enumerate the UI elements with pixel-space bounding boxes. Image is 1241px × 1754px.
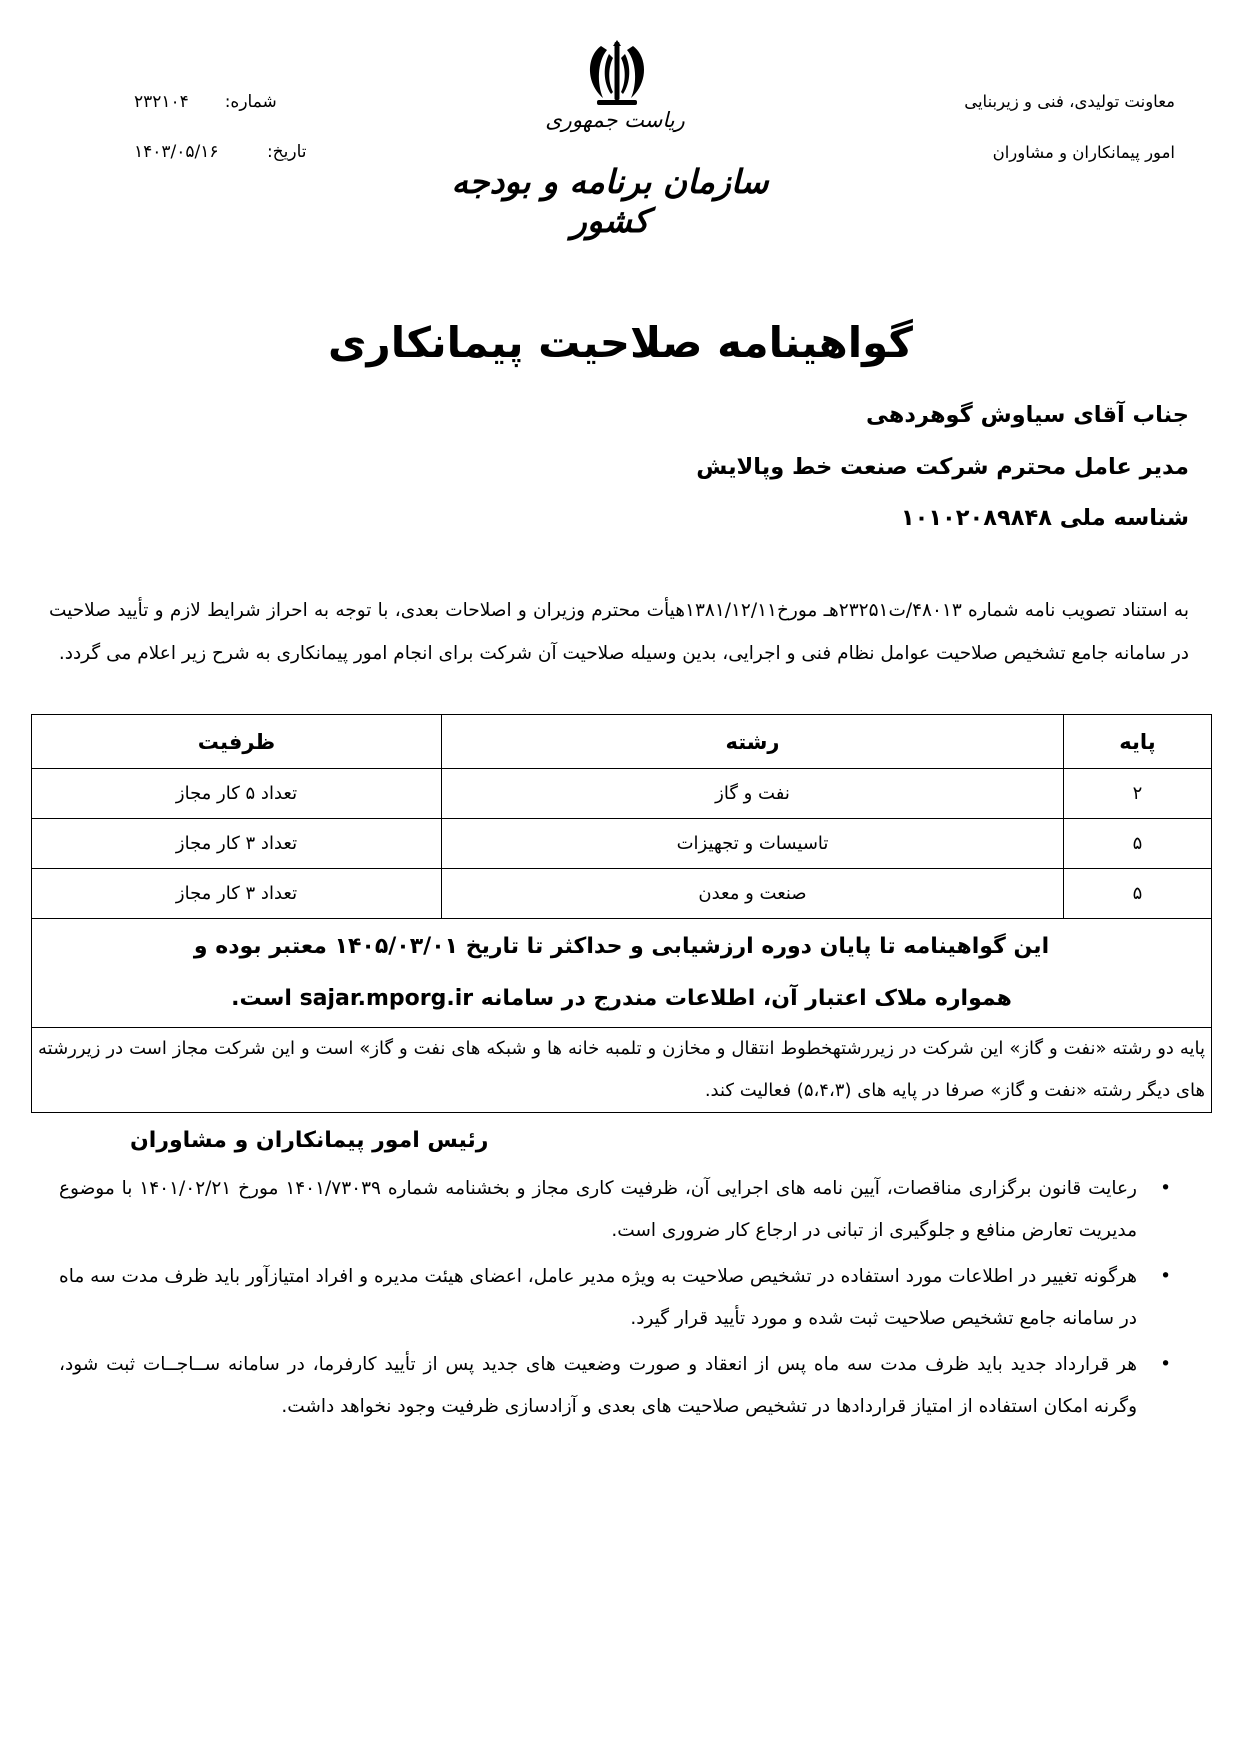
note-text: هر قرارداد جدید باید ظرف مدت سه ماه پس از انعقاد و صورت وضعیت های جدید پس از تأیید کارفرما، در سامانه ســاجــات ثبت شود، وگرنه امکان استفاده از امتیاز قراردادها در تشخیص صلاحیت های بعدی و آزادسازی ظرفیت وجود نخواهد داشت. — [59, 1354, 1137, 1417]
validity-line-1: این گواهینامه تا پایان دوره ارزشیابی و حداکثر تا تاریخ ۱۴۰۵/۰۳/۰۱ معتبر بوده و — [193, 934, 1050, 959]
validity-line-2: همواره ملاک اعتبار آن، اطلاعات مندرج در سامانه sajar.mporg.ir است. — [231, 986, 1012, 1011]
grade-cell: ۲ — [1064, 769, 1212, 819]
capacity-cell: تعداد ۳ کار مجاز — [32, 869, 442, 919]
letter-date-row — [134, 142, 307, 162]
date-value: ۱۴۰۳/۰۵/۱۶ — [134, 142, 219, 162]
field-cell: نفت و گاز — [442, 769, 1064, 819]
bullet-icon: • — [1160, 1178, 1171, 1199]
field-header: رشته — [442, 715, 1064, 769]
emblem-svg — [567, 38, 667, 110]
validity-row — [32, 919, 1212, 1028]
field-cell: صنعت و معدن — [442, 869, 1064, 919]
number-label: شماره: — [224, 92, 277, 112]
certificate-title: گواهینامه صلاحیت پیمانکاری — [328, 318, 913, 367]
table-header-row — [32, 715, 1212, 769]
note-text: هرگونه تغییر در اطلاعات مورد استفاده در تشخیص صلاحیت به ویژه مدیر عامل، اعضای هیئت مدیره و افراد امتیازآور باید ظرف مدت سه ماه در سامانه جامع تشخیص صلاحیت ثبت شده و مورد تأیید قرار گیرد. — [59, 1266, 1137, 1329]
addressee-name: جناب آقای سیاوش گوهردهی — [866, 402, 1189, 428]
field-cell: تاسیسات و تجهیزات — [442, 819, 1064, 869]
office-label: امور پیمانکاران و مشاوران — [992, 143, 1175, 162]
list-item — [59, 1168, 1189, 1252]
addressee-position: مدیر عامل محترم شرکت صنعت خط وپالایش — [696, 454, 1189, 480]
table-row — [32, 819, 1212, 869]
capacity-header: ظرفیت — [32, 715, 442, 769]
signer-title: رئیس امور پیمانکاران و مشاوران — [130, 1128, 489, 1153]
bullet-icon: • — [1160, 1266, 1171, 1287]
letter-number-row — [134, 92, 277, 112]
grade-cell: ۵ — [1064, 869, 1212, 919]
table-row — [32, 769, 1212, 819]
deputy-label: معاونت تولیدی، فنی و زیربنایی — [964, 92, 1175, 111]
grade-cell: ۵ — [1064, 819, 1212, 869]
organization-name: سازمان برنامه و بودجه کشور — [451, 162, 769, 240]
table-row — [32, 869, 1212, 919]
intro-paragraph: به استناد تصویب نامه شماره ۴۸۰۱۳/ت۲۳۲۵۱هـ مورخ۱۳۸۱/۱۲/۱۱هیأت محترم وزیران و اصلاحات بعدی، با توجه به احراز شرایط لازم و تأیید صلاحیت در سامانه جامع تشخیص صلاحیت عوامل نظام فنی و اجرایی، بدین وسیله صلاحیت آن شرکت برای انجام امور پیمانکاری به شرح زیر اعلام می گردد. — [49, 600, 1189, 664]
grade-header: پایه — [1064, 715, 1212, 769]
capacity-cell: تعداد ۵ کار مجاز — [32, 769, 442, 819]
list-item — [59, 1344, 1189, 1428]
capacity-cell: تعداد ۳ کار مجاز — [32, 819, 442, 869]
national-id: شناسه ملی ۱۰۱۰۲۰۸۹۸۴۸ — [900, 505, 1189, 531]
notes-list — [59, 1168, 1189, 1432]
validity-cell — [32, 919, 1212, 1028]
date-label: تاریخ: — [266, 142, 307, 162]
note-row — [32, 1028, 1212, 1113]
bullet-icon: • — [1160, 1354, 1171, 1375]
qualification-table — [31, 714, 1212, 1113]
number-value: ۲۳۲۱۰۴ — [134, 92, 189, 112]
note-text: رعایت قانون برگزاری مناقصات، آیین نامه های اجرایی آن، ظرفیت کاری مجاز و بخشنامه شماره ۱۴۰۱/۷۳۰۳۹ مورخ ۱۴۰۱/۰۲/۲۱ با موضوع مدیریت تعارض منافع و جلوگیری از تبانی در ارجاع کار ضروری است. — [59, 1178, 1137, 1241]
note-cell: پایه دو رشته «نفت و گاز» این شرکت در زیررشتهخطوط انتقال و مخازن و تلمبه خانه ها و شبکه های نفت و گاز» است و این شرکت مجاز است در زیررشته های دیگر رشته «نفت و گاز» صرفا در پایه های (۵،۴،۳) فعالیت کند. — [32, 1028, 1212, 1113]
presidency-subtitle: ریاست جمهوری — [545, 108, 685, 132]
list-item — [59, 1256, 1189, 1340]
iran-emblem-icon — [567, 38, 667, 110]
